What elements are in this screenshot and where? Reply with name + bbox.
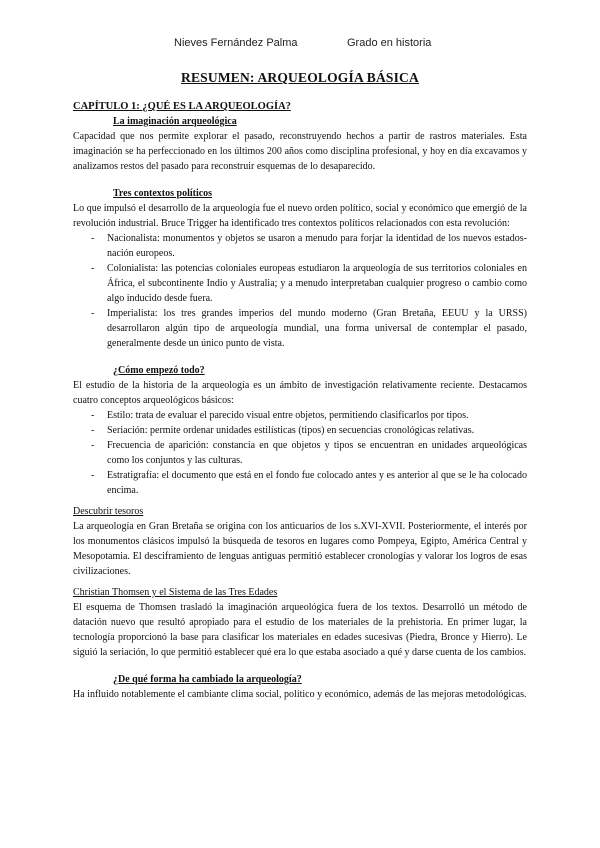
header-degree: Grado en historia	[347, 37, 432, 49]
section-heading-tesoros: Descubrir tesoros	[73, 506, 144, 517]
section-text-como: El estudio de la historia de la arqueología es un ámbito de investigación relativamente reciente. Destacamos cuatro conceptos arqueológicos básicos:	[73, 380, 527, 406]
list-item: - Seriación: permite ordenar unidades estilísticas (tipos) en secuencias cronológicas relativas.	[73, 423, 527, 438]
conceptos-list	[73, 408, 527, 498]
list-item: - Estratigrafía: el documento que está en el fondo fue colocado antes y es anterior al que se le ha colocado encima.	[73, 468, 527, 498]
document-title: RESUMEN: ARQUEOLOGÍA BÁSICA	[181, 70, 419, 85]
section-heading-imaginacion: La imaginación arqueológica	[113, 116, 237, 127]
section-text-thomsen: El esquema de Thomsen trasladó la imaginación arqueológica fuera de los textos. Desarrolló un método de datación nuevo que resultó apropiado para el estudio de los materiales de la prehistoria. En primer lugar, la tecnología proporcionó la base para clasificar los materiales en edades sucesivas (Piedra, Bronce y Hierro). Le siguió la seriación, lo que permitió establecer qué era lo que estaba asociado a qué y darse cuenta de los cambios.	[73, 602, 527, 658]
section-heading-cambio: ¿De qué forma ha cambiado la arqueología?	[113, 674, 302, 685]
list-item: - Frecuencia de aparición: constancia en que objetos y tipos se encuentran en unidades arqueológicas como los conjuntos y las culturas.	[73, 438, 527, 468]
section-heading-contextos: Tres contextos políticos	[113, 188, 213, 199]
section-text-contextos: Lo que impulsó el desarrollo de la arqueología fue el nuevo orden político, social y económico que emergió de la revolución industrial. Bruce Trigger ha identificado tres contextos políticos relacionados con esta revolución:	[73, 203, 527, 229]
section-text-cambio: Ha influido notablemente el cambiante clima social, político y económico, además de las mejoras metodológicas.	[73, 689, 527, 700]
list-item: - Estilo: trata de evaluar el parecido visual entre objetos, permitiendo clasificarlos por tipos.	[73, 408, 527, 423]
section-text-tesoros: La arqueología en Gran Bretaña se origina con los anticuarios de los s.XVI-XVII. Posteriormente, el interés por los monumentos clásicos impulsó la búsqueda de tesoros en lugares como Pompeya, Egipto, América Central y Mesopotamia. El desciframiento de lenguas antiguas permitió establecer cronologías y valorar los logros de esas civilizaciones.	[73, 521, 527, 577]
section-heading-como: ¿Cómo empezó todo?	[113, 365, 205, 376]
list-item: - Nacionalista: monumentos y objetos se usaron a menudo para forjar la identidad de los nuevos estados-nación europeos.	[73, 231, 527, 261]
list-item: - Colonialista: las potencias coloniales europeas estudiaron la arqueología de sus territorios coloniales en África, el subcontinente Indio y Australia; y a menudo interpretaban cualquier progreso o cambio como algo inducido desde fuera.	[73, 261, 527, 306]
document-body	[73, 70, 527, 702]
chapter-heading: CAPÍTULO 1: ¿QUÉ ES LA ARQUEOLOGÍA?	[73, 101, 291, 112]
section-heading-thomsen: Christian Thomsen y el Sistema de las Tres Edades	[73, 587, 278, 598]
header-author: Nieves Fernández Palma	[174, 37, 298, 49]
list-item: - Imperialista: los tres grandes imperios del mundo moderno (Gran Bretaña, EEUU y la URSS) desarrollaron algún tipo de arqueología mundial, una forma universal de contemplar el pasado, generalmente desde un único punto de vista.	[73, 306, 527, 351]
contextos-list	[73, 231, 527, 351]
section-text-imaginacion: Capacidad que nos permite explorar el pasado, reconstruyendo hechos a partir de rastros materiales. Esta imaginación se ha perfeccionado en los últimos 200 años como disciplina profesional, y hoy en día excavamos y analizamos restos del pasado para reconstruir esquemas de lo desaparecido.	[73, 131, 527, 172]
